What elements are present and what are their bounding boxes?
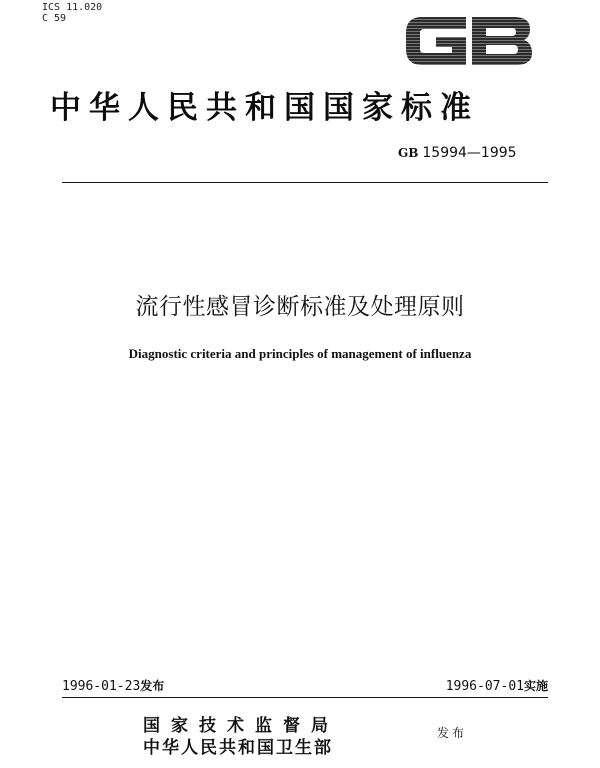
issue-date — [62, 677, 164, 694]
ccs-code: C 59 — [42, 13, 67, 24]
issuer-line-1: 国家技术监督局 — [143, 716, 339, 736]
publish-label: 发布 — [437, 726, 468, 740]
standard-number-value: 15994—1995 — [422, 145, 517, 161]
standard-title: 中华人民共和国国家标准 — [50, 90, 479, 126]
classification-codes — [42, 2, 102, 24]
gb-logo-graphic — [400, 11, 538, 69]
implementation-date — [446, 677, 548, 694]
issue-date-label: 发布 — [140, 679, 165, 693]
document-title-cn: 流行性感冒诊断标准及处理原则 — [135, 294, 465, 320]
document-title-en: Diagnostic criteria and principles of management of influenza — [128, 346, 472, 361]
issue-date-value: 1996-01-23 — [62, 679, 141, 694]
standard-number-prefix: GB — [398, 146, 419, 160]
issuer-line-2: 中华人民共和国卫生部 — [143, 738, 333, 758]
ics-code: ICS 11.020 — [42, 2, 103, 13]
implementation-date-value: 1996-07-01 — [445, 679, 524, 694]
implementation-date-label: 实施 — [523, 679, 548, 693]
top-divider — [62, 182, 548, 183]
bottom-divider — [62, 697, 548, 698]
gb-logo — [400, 11, 538, 69]
standard-number — [398, 145, 517, 161]
